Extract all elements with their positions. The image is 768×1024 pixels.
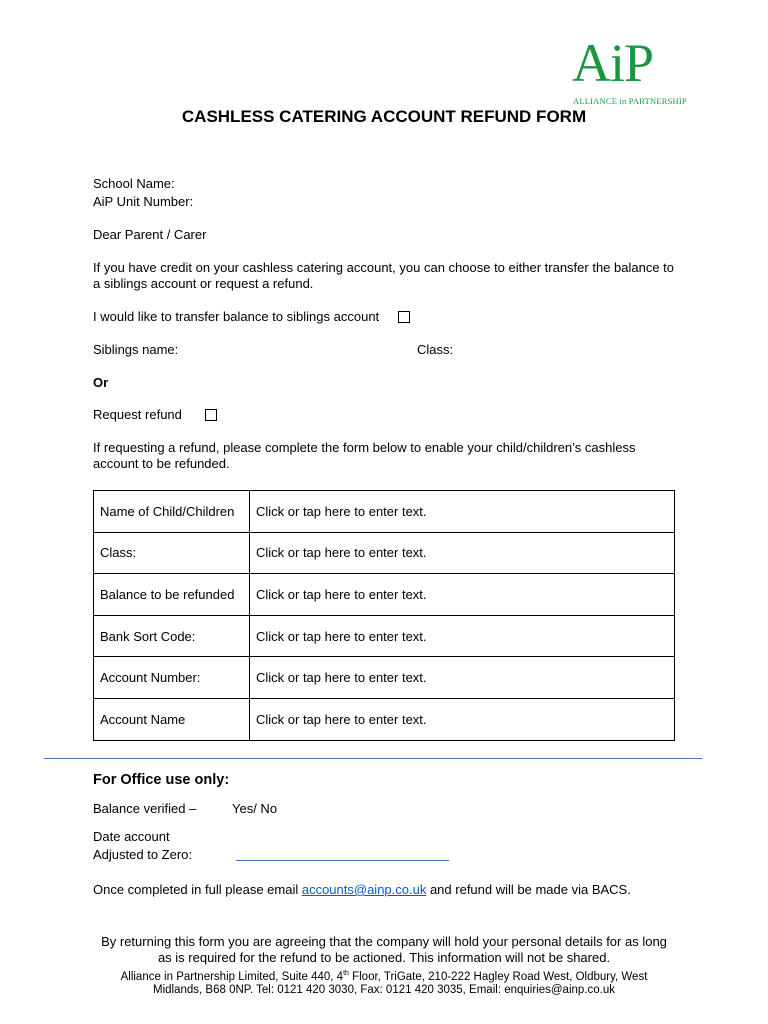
office-divider [44,758,702,759]
or-label: Or [93,375,109,390]
transfer-checkbox[interactable] [398,311,410,323]
refund-instructions: If requesting a refund, please complete the form below to enable your child/children’s cashless account to be refunded. [93,440,636,471]
entry-field[interactable]: Click or tap here to enter text. [250,532,675,574]
adjusted-to-zero-label: Adjusted to Zero: [93,847,192,862]
entry-field[interactable]: Click or tap here to enter text. [250,615,675,657]
table-row [94,491,675,533]
refund-option-label: Request refund [93,407,182,422]
siblings-name-label: Siblings name: [93,342,179,357]
accounts-email-link[interactable]: accounts@ainp.co.uk [301,882,427,897]
greeting: Dear Parent / Carer [93,227,207,242]
table-row [94,657,675,699]
email-note-before: Once completed in full please email [93,882,302,897]
row-label: Balance to be refunded [94,574,250,616]
date-signature-line[interactable] [236,860,449,861]
transfer-option-label: I would like to transfer balance to siblings account [93,309,380,324]
refund-checkbox[interactable] [205,409,217,421]
row-label: Bank Sort Code: [94,615,250,657]
refund-details-table [93,490,675,741]
address-part-1: Alliance in Partnership Limited, Suite 440, 4 [120,970,344,983]
address-superscript: th [343,970,349,977]
unit-number-label: AiP Unit Number: [93,194,194,209]
consent-line-2: as is required for the refund to be actioned. This information will not be shared. [157,950,611,965]
table-row [94,615,675,657]
yes-no-label: Yes/ No [232,801,278,816]
sibling-class-label: Class: [417,342,454,357]
entry-field[interactable]: Click or tap here to enter text. [250,657,675,699]
row-label: Class: [94,532,250,574]
email-note [93,882,631,898]
company-address-line-2: Midlands, B68 0NP. Tel: 0121 420 3030, Fax: 0121 420 3035, Email: enquiries@ainp.co.uk [153,984,615,996]
consent-line-1: By returning this form you are agreeing that the company will hold your personal details for as long [101,934,667,949]
entry-field[interactable]: Click or tap here to enter text. [250,491,675,533]
entry-field[interactable]: Click or tap here to enter text. [250,698,675,740]
balance-verified-label: Balance verified – [93,801,197,816]
address-part-2: Floor, TriGate, 210-222 Hagley Road West, Oldbury, West [348,970,648,983]
table-row [94,698,675,740]
row-label: Account Name [94,698,250,740]
table-row [94,532,675,574]
aip-logo: AiP [572,33,654,93]
row-label: Account Number: [94,657,250,699]
intro-paragraph: If you have credit on your cashless catering account, you can choose to either transfer the balance to a siblings account or request a refund. [93,260,675,291]
form-title: CASHLESS CATERING ACCOUNT REFUND FORM [181,107,587,126]
aip-logo-tagline: ALLIANCE in PARTNERSHIP [573,96,687,106]
entry-field[interactable]: Click or tap here to enter text. [250,574,675,616]
school-name-label: School Name: [93,176,175,191]
date-account-label: Date account [93,829,170,844]
email-note-after: and refund will be made via BACS. [426,882,631,897]
office-use-title: For Office use only: [93,772,230,788]
table-row [94,574,675,616]
row-label: Name of Child/Children [94,491,250,533]
